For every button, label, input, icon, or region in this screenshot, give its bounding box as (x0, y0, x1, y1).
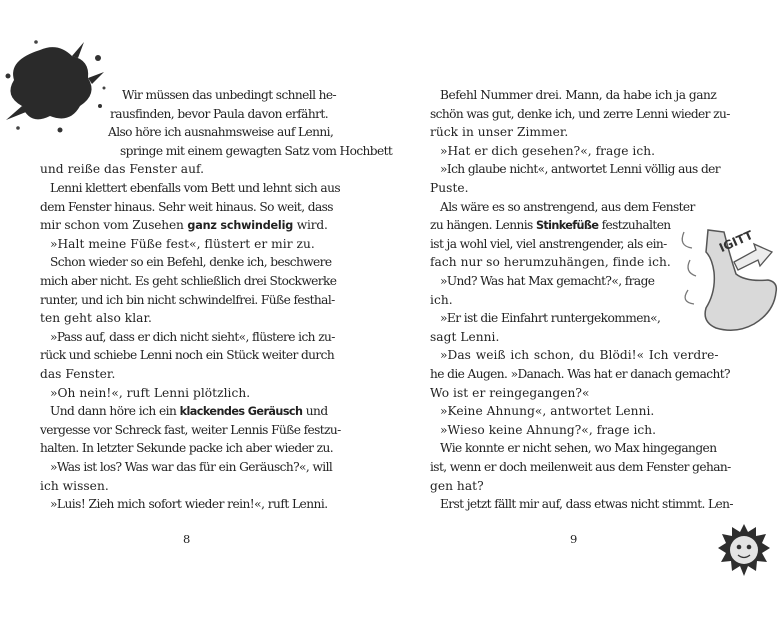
text-run: Erst jetzt fällt mir auf, dass etwas nicht stimmt. Len- (440, 497, 733, 512)
ink-splatter-illustration (0, 36, 110, 136)
text-run: Als wäre es so anstrengend, aus dem Fenster (440, 199, 695, 214)
text-run: »Ich glaube nicht«, antwortet Lenni völlig aus der (440, 162, 720, 177)
text-run: wird. (293, 218, 328, 233)
igitt-label: IGITT (717, 227, 756, 256)
text-line (40, 441, 333, 456)
text-line (430, 107, 730, 122)
text-line (430, 237, 667, 252)
text-line (440, 144, 655, 159)
text-run: »Halt meine Füße fest«, flüstert er mir zu. (50, 236, 315, 251)
text-run: fach nur so herumzuhängen, finde ich. (430, 255, 671, 270)
text-line (430, 181, 469, 196)
text-line (440, 200, 695, 215)
text-run: Wir müssen das unbedingt schnell he- (122, 88, 337, 102)
text-line (440, 348, 719, 363)
text-run: halten. In letzter Sekunde packe ich aber wieder zu. (40, 441, 334, 456)
text-run: ich wissen. (40, 478, 109, 493)
text-line (50, 386, 250, 401)
page-number-left: 8 (183, 532, 191, 546)
text-line (440, 88, 716, 103)
text-line (440, 404, 654, 419)
text-line (120, 144, 392, 159)
moon-face-illustration (716, 522, 772, 578)
text-line (40, 162, 204, 177)
text-line (40, 274, 336, 289)
text-run: schön was gut, denke ich, und zerre Lenni wieder zu- (430, 106, 730, 121)
text-run: »Wieso keine Ahnung?«, frage ich. (440, 422, 657, 437)
text-line (430, 386, 590, 401)
text-run: »Oh nein!«, ruft Lenni plötzlich. (50, 385, 251, 400)
text-line (50, 237, 315, 252)
text-line (50, 181, 340, 196)
page-number-right: 9 (570, 532, 578, 546)
text-line (440, 311, 660, 326)
text-line (40, 293, 335, 308)
text-run: sagt Lenni. (430, 329, 500, 344)
text-run: ten geht also klar. (40, 311, 152, 326)
emphasized-text: ganz schwindelig (187, 219, 294, 233)
text-line (50, 497, 328, 512)
text-line (440, 441, 716, 456)
text-run: Also höre ich ausnahmsweise auf Lenni, (108, 125, 334, 140)
text-line (40, 200, 333, 215)
text-run: »Was ist los? Was war das für ein Geräusch?«, will (50, 460, 333, 474)
text-run: dem Fenster hinaus. Sehr weit hinaus. So weit, dass (40, 199, 333, 214)
text-run: runter, und ich bin nicht schwindelfrei. Füße festhal- (40, 292, 335, 307)
text-run: rausfinden, bevor Paula davon erfährt. (110, 106, 329, 121)
text-run: he die Augen. »Danach. Was hat er danach gemacht? (430, 367, 730, 381)
text-line (50, 404, 328, 419)
text-run: mir schon vom Zusehen (40, 218, 188, 233)
text-run: Wie konnte er nicht sehen, wo Max hingegangen (440, 441, 717, 456)
text-line (40, 348, 334, 363)
text-run: »Keine Ahnung«, antwortet Lenni. (440, 404, 655, 419)
text-run: vergesse vor Schreck fast, weiter Lennis Füße festzu- (40, 422, 341, 437)
text-run: Lenni klettert ebenfalls vom Bett und lehnt sich aus (50, 181, 340, 195)
text-line (108, 125, 333, 140)
text-run: »Hat er dich gesehen?«, frage ich. (440, 143, 656, 158)
text-run: und reiße das Fenster auf. (40, 162, 205, 177)
text-run: festzuhalten (598, 218, 671, 233)
text-run: rück und schiebe Lenni noch ein Stück weiter durch (40, 348, 335, 363)
emphasized-text: Stinkefüße (535, 219, 599, 233)
text-line (430, 218, 671, 233)
text-line (430, 460, 731, 475)
text-run: ist, wenn er doch meilenweit aus dem Fenster gehan- (430, 460, 731, 474)
text-line (40, 218, 328, 233)
text-run: zu hängen. Lennis (430, 218, 536, 233)
text-run: rück in unser Zimmer. (430, 125, 569, 140)
text-line (430, 330, 499, 345)
text-run: ich. (430, 292, 453, 307)
smelly-foot-illustration (676, 212, 780, 336)
text-run: Schon wieder so ein Befehl, denke ich, beschwere (50, 255, 332, 270)
text-line (430, 479, 484, 494)
text-run: Wo ist er reingegangen?« (430, 385, 590, 400)
text-line (50, 330, 335, 345)
text-line (40, 367, 115, 382)
emphasized-text: klackendes Geräusch (179, 405, 303, 419)
text-line (40, 311, 152, 326)
text-run: ist ja wohl viel, viel anstrengender, als ein- (430, 236, 667, 251)
right-page (390, 0, 780, 624)
text-line (440, 274, 654, 289)
text-run: springe mit einem gewagten Satz vom Hochbett (120, 143, 393, 158)
text-run: »Pass auf, dass er dich nicht sieht«, flüstere ich zu- (50, 329, 335, 344)
text-line (430, 367, 730, 382)
text-run: »Er ist die Einfahrt runtergekommen«, (440, 311, 661, 326)
text-run: das Fenster. (40, 367, 116, 381)
text-line (430, 255, 671, 270)
text-line (50, 255, 332, 270)
text-line (440, 162, 720, 177)
text-line (122, 88, 336, 103)
text-line (40, 423, 341, 438)
text-run: Und dann höre ich ein (50, 404, 180, 419)
text-run: »Und? Was hat Max gemacht?«, frage (440, 274, 655, 288)
text-line (110, 107, 328, 122)
text-line (40, 479, 109, 494)
text-run: Befehl Nummer drei. Mann, da habe ich ja ganz (440, 88, 717, 102)
text-run: und (302, 404, 328, 419)
text-run: Puste. (430, 181, 469, 195)
text-run: mich aber nicht. Es geht schließlich drei Stockwerke (40, 274, 337, 288)
text-line (430, 293, 453, 308)
text-line (440, 423, 656, 438)
text-run: »Luis! Zieh mich sofort wieder rein!«, ruft Lenni. (50, 497, 328, 512)
text-line (440, 497, 733, 512)
text-run: »Das weiß ich schon, du Blödi!« Ich verdre- (440, 348, 719, 363)
text-line (430, 125, 568, 140)
text-line (50, 460, 332, 475)
text-run: gen hat? (430, 478, 484, 493)
